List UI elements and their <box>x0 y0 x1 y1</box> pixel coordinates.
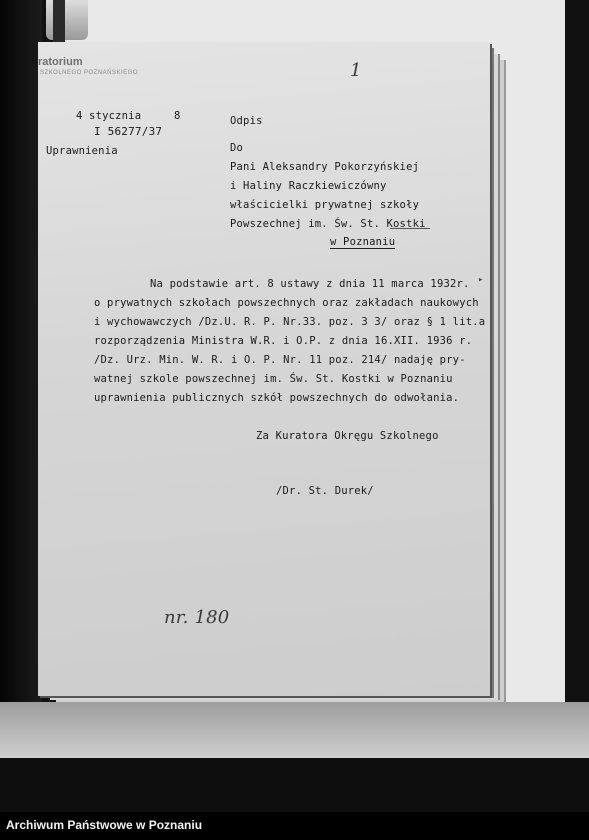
body-line: i wychowawczych /Dz.U. R. P. Nr.33. poz. 3 3/ oraz § 1 lit.a <box>94 316 486 328</box>
body-line: watnej szkole powszechnej im. Św. St. Kostki w Poznaniu <box>94 373 453 385</box>
subject-line: Uprawnienia <box>46 145 118 157</box>
clip-shadow <box>53 0 65 44</box>
bottom-shadow <box>0 758 589 812</box>
archive-name: Archiwum Państwowe w Poznaniu <box>6 818 203 832</box>
reference-number: I 56277/37 <box>94 125 163 138</box>
document-type: Odpis <box>230 115 263 127</box>
margin-mark: ▸ <box>478 275 484 285</box>
document-date-extra: 8 <box>174 110 181 122</box>
pencil-mark <box>390 228 430 229</box>
body-line: /Dz. Urz. Min. W. R. i O. P. Nr. 11 poz. 214/ nadaję pry- <box>94 354 466 366</box>
handwritten-catalog-number: nr. 180 <box>164 607 230 628</box>
signature-title: Za Kuratora Okręgu Szkolnego <box>256 430 439 442</box>
addressee-line: Do <box>230 142 244 154</box>
signature: /Dr. St. Durek/ <box>276 485 374 497</box>
body-line: uprawnienia publicznych szkół powszechnych do odwołania. <box>94 392 460 404</box>
addressee-line: właścicielki prywatnej szkoły <box>230 199 420 211</box>
archive-stamp: ratorium <box>38 56 83 68</box>
addressee-city: w Poznaniu <box>330 236 396 248</box>
addressee-line: Powszechnej im. Św. St. Kostki <box>230 218 426 230</box>
archive-footer <box>0 812 589 840</box>
addressee-line: Pani Aleksandry Pokorzyńskiej <box>230 161 420 173</box>
bottom-edge <box>0 702 589 758</box>
archive-stamp-subtitle: SZKOLNEGO POZNAŃSKIEGO <box>40 70 139 76</box>
handwritten-page-number: 1 <box>350 60 362 81</box>
binding-shadow <box>0 0 42 812</box>
body-line: Na podstawie art. 8 ustawy z dnia 11 marca 1932r. <box>150 278 470 290</box>
addressee-line: i Haliny Raczkiewiczówny <box>230 180 387 192</box>
body-line: o prywatnych szkołach powszechnych oraz zakładach naukowych <box>94 297 479 309</box>
body-line: rozporządzenia Ministra W.R. i O.P. z dnia 16.XII. 1936 r. <box>94 335 473 347</box>
document-date: 4 stycznia <box>76 110 142 122</box>
document-page <box>38 42 490 696</box>
